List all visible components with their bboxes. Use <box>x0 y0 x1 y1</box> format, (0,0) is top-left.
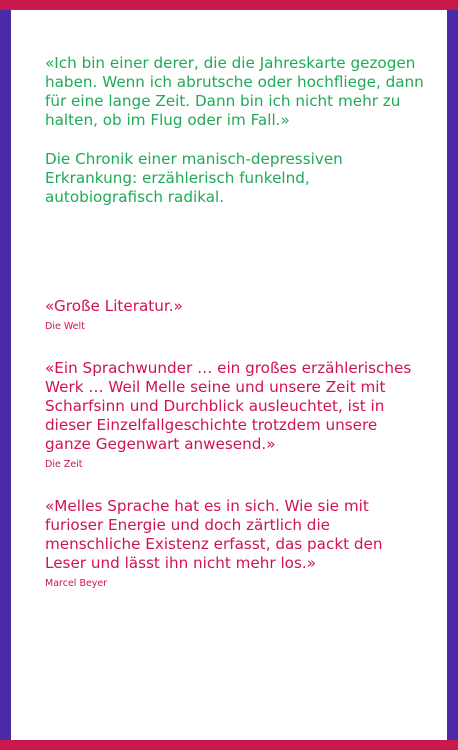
review-text: «Ein Sprachwunder … ein großes erzählerisches Werk … Weil Melle seine und unsere Zeit mit Scharfsinn und Durchblick ausleuchtet, ist in dieser Einzelfallgeschichte trotzdem unsere ganze Gegenwart anwesend.» <box>45 359 412 453</box>
review <box>45 497 425 590</box>
review-text: «Melles Sprache hat es in sich. Wie sie mit furioser Energie und doch zärtlich die menschliche Existenz erfasst, das packt den Leser und lässt ihn nicht mehr los.» <box>45 497 383 572</box>
excerpt-quote: «Ich bin einer derer, die die Jahreskarte gezogen haben. Wenn ich abrutsche oder hochfliege, dann für eine lange Zeit. Dann bin ich nicht mehr zu halten, ob im Flug oder im Fall.» <box>45 54 424 129</box>
review <box>45 297 425 333</box>
review-text: «Große Literatur.» <box>45 297 183 315</box>
review-source: Die Welt <box>45 321 85 332</box>
review-source: Marcel Beyer <box>45 578 108 589</box>
bottom-border-bar <box>0 740 458 750</box>
left-border-bar <box>0 0 11 750</box>
review-source: Die Zeit <box>45 459 83 470</box>
cover-text <box>45 54 425 590</box>
excerpt-description: Die Chronik einer manisch-depressiven Erkrankung: erzählerisch funkelnd, autobiografisch radikal. <box>45 150 343 206</box>
top-border-bar <box>0 0 458 10</box>
right-border-bar <box>447 0 458 750</box>
review <box>45 359 425 471</box>
